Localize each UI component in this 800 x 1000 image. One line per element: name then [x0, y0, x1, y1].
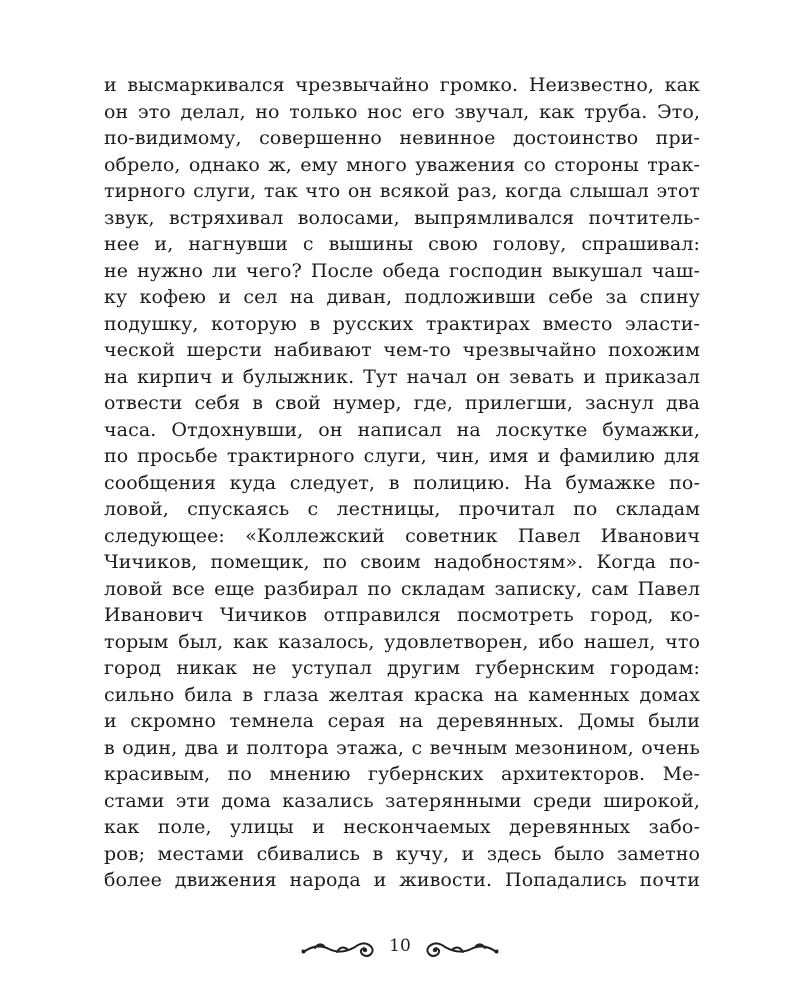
text-line: звук, встряхивал волосами, выпрямливался почтитель- [104, 206, 700, 229]
text-line: подушку, которую в русских трактирах вместо эласти- [104, 312, 700, 335]
text-line: на кирпич и булыжник. Тут начал он зевать и приказал [104, 365, 700, 388]
text-line: стами эти дома казались затерянными среди широкой, [104, 789, 700, 812]
text-line: Иванович Чичиков отправился посмотреть город, ко- [104, 604, 700, 626]
body-text [104, 72, 700, 894]
text-line: отвести себя в свой нумер, где, прилегши, заснул два [104, 392, 700, 414]
ornament-left-icon [301, 931, 381, 961]
text-line: тирного слуги, так что он всякой раз, когда слышал этот [104, 180, 700, 202]
text-line: обрело, однако ж, ему много уважения со стороны трак- [104, 153, 700, 176]
text-line: нее и, нагнувши с вышины свою голову, спрашивал: [104, 233, 700, 255]
text-line: по-видимому, совершенно невинное достоинство при- [104, 127, 700, 149]
text-line: в один, два и полтора этажа, с вечным мезонином, очень [104, 736, 700, 759]
text-line: Чичиков, помещик, по своим надобностям». Когда по- [104, 551, 700, 573]
text-line: сообщения куда следует, в полицию. На бумажке по- [104, 471, 700, 494]
text-line: более движения народа и живости. Попадались почти [104, 869, 700, 891]
page-number: 10 [389, 936, 411, 956]
text-line: ловой все еще разбирал по складам записку, сам Павел [104, 577, 700, 600]
text-line: сильно била в глаза желтая краска на каменных домах [104, 683, 700, 706]
text-line: следующее: «Коллежский советник Павел Иванович [104, 524, 700, 547]
text-line: красивым, по мнению губернских архитекторов. Ме- [104, 763, 700, 785]
text-line: и высмаркивался чрезвычайно громко. Неизвестно, как [104, 74, 700, 96]
text-line: как поле, улицы и нескончаемых деревянных забо- [104, 816, 700, 838]
text-line: город никак не уступал другим губернским городам: [104, 657, 700, 679]
text-line: ловой, спускаясь с лестницы, прочитал по складам [104, 498, 700, 520]
text-line: ров; местами сбивались в кучу, и здесь было заметно [104, 842, 700, 865]
text-line: по просьбе трактирного слуги, чин, имя и фамилию для [104, 445, 700, 467]
text-line: часа. Отдохнувши, он написал на лоскутке бумажки, [104, 418, 700, 441]
text-line: не нужно ли чего? После обеда господин выкушал чаш- [104, 259, 700, 282]
text-line: и скромно темнела серая на деревянных. Домы были [104, 710, 700, 732]
page-footer [0, 926, 800, 966]
ornament-right-icon [419, 931, 499, 961]
text-line: ческой шерсти набивают чем-то чрезвычайно похожим [104, 339, 700, 361]
text-line: он это делал, но только нос его звучал, как труба. Это, [104, 100, 700, 123]
text-line: торым был, как казалось, удовлетворен, ибо нашел, что [104, 630, 700, 653]
text-line: ку кофею и сел на диван, подложивши себе за спину [104, 286, 700, 308]
